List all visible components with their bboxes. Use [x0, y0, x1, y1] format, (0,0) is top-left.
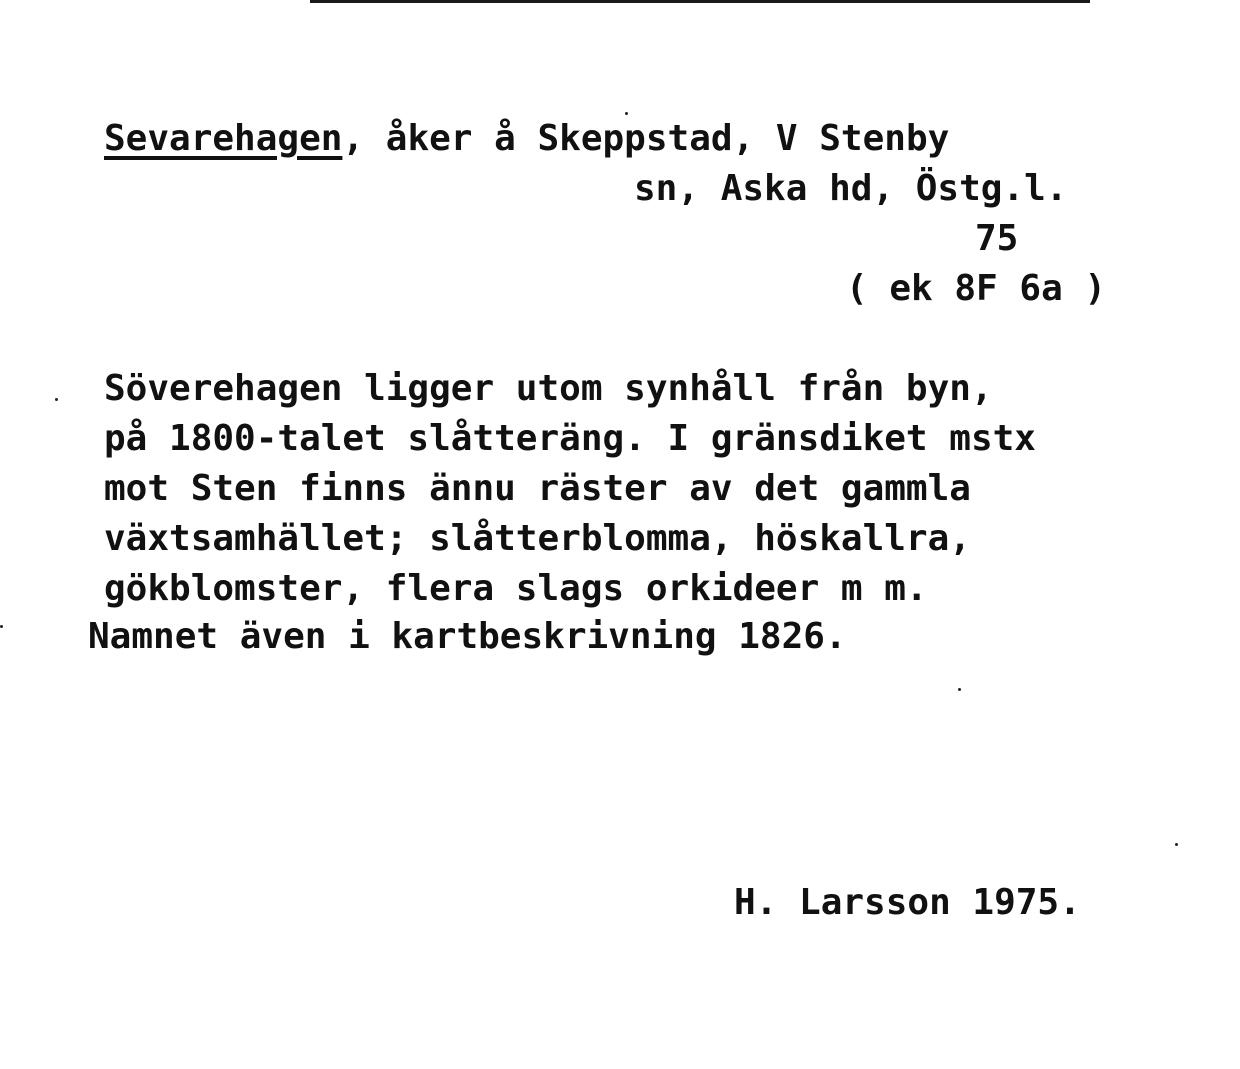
signature: H. Larsson 1975. — [734, 882, 1081, 923]
speck — [55, 398, 58, 401]
body-line-1: Söverehagen ligger utom synhåll från byn, — [104, 368, 993, 409]
header-line-1 — [104, 114, 949, 164]
speck — [958, 688, 961, 691]
body-line-4: växtsamhället; slåtterblomma, höskallra, — [104, 518, 971, 559]
body-line-3: mot Sten finns ännu räster av det gammla — [104, 468, 971, 509]
speck — [0, 625, 3, 628]
map-reference: ( ek 8F 6a ) — [846, 268, 1107, 309]
place-name: Sevarehagen — [104, 118, 343, 159]
header-line-3: 75 — [975, 218, 1019, 259]
body-line-2: på 1800-talet slåtteräng. I gränsdiket mstx — [104, 418, 1036, 459]
body-line-5: gökblomster, flera slags orkideer m m. — [104, 568, 928, 609]
place-description: , åker å Skeppstad, V Stenby — [342, 118, 950, 159]
top-edge-line — [310, 0, 1090, 3]
body-line-6: Namnet även i kartbeskrivning 1826. — [88, 616, 847, 657]
header-line-2: sn, Aska hd, Östg.l. — [634, 168, 1068, 209]
speck — [1175, 843, 1178, 846]
